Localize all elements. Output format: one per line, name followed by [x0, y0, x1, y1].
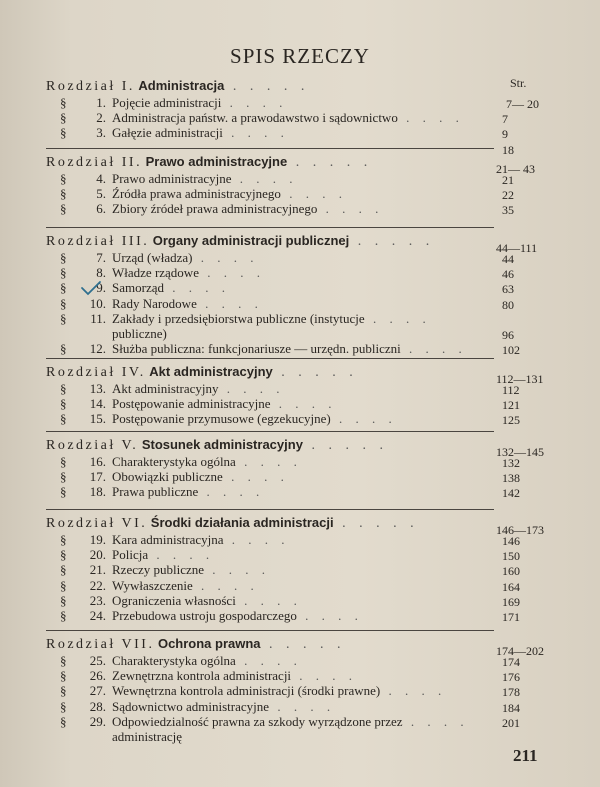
- entry-page: 44: [502, 252, 514, 266]
- chapter-title: Ochrona prawna: [157, 636, 261, 651]
- toc-entry: [60, 729, 182, 745]
- dot-leader: . . . .: [192, 250, 259, 265]
- dot-leader: . . . .: [400, 341, 467, 357]
- entry-page: 169: [502, 594, 520, 609]
- entry-page: 146: [502, 534, 520, 548]
- dot-leader: . . . .: [270, 396, 337, 412]
- entry-title: Charakterystyka ogólna: [112, 454, 236, 469]
- toc-entry: [60, 186, 347, 202]
- dot-leader: . . . .: [235, 454, 302, 469]
- entry-title: Samorząd: [112, 280, 164, 296]
- entry-number: 4.: [96, 171, 106, 186]
- toc-entry: [60, 469, 289, 485]
- toc-entry: [60, 171, 298, 187]
- section-sign: §: [60, 250, 67, 265]
- entry-title: Kara administracyjna: [112, 532, 224, 547]
- dot-leader: . . . . .: [333, 516, 419, 531]
- toc-entry: [60, 668, 357, 684]
- dot-leader: . . . .: [221, 95, 288, 110]
- entry-page: 160: [502, 564, 520, 579]
- entry-page: 184: [502, 700, 520, 715]
- toc-entry: [60, 532, 290, 548]
- entry-number: 21.: [89, 562, 106, 578]
- entry-title: Władze rządowe: [112, 265, 199, 281]
- chapter-title: Administracja: [138, 78, 225, 93]
- entry-number: 10.: [89, 295, 106, 311]
- toc-entry: [60, 699, 335, 715]
- section-sign: §: [60, 396, 67, 412]
- entry-page: 138: [502, 471, 520, 486]
- section-sign: §: [60, 341, 67, 357]
- toc-entry: [60, 265, 265, 281]
- toc-entry: [60, 201, 383, 217]
- dot-leader: . . . . .: [224, 79, 310, 94]
- section-sign: §: [60, 95, 67, 110]
- chapter-page-range: 112—131: [496, 372, 544, 386]
- toc-entry: [60, 125, 289, 141]
- checkmark-icon: [80, 280, 102, 296]
- section-sign: §: [60, 469, 67, 485]
- chapter-page-range: 132—145: [496, 445, 544, 459]
- entry-page: 121: [502, 398, 520, 413]
- chapter-label: Rozdział VII.: [46, 637, 155, 652]
- entry-title: Ograniczenia własności: [112, 592, 236, 608]
- dot-leader: . . . .: [223, 532, 290, 547]
- section-sign: §: [60, 411, 67, 427]
- section-sign: §: [60, 171, 67, 186]
- entry-title: Przebudowa ustroju gospodarczego: [112, 608, 297, 623]
- entry-page: 201: [502, 715, 520, 730]
- entry-page: 176: [502, 670, 520, 685]
- entry-number: 29.: [89, 713, 106, 729]
- entry-number: 25.: [89, 653, 106, 668]
- toc-entry: [60, 110, 464, 126]
- chapter-title: Środki działania administracji: [150, 515, 334, 530]
- entry-number: 11.: [90, 310, 106, 326]
- toc-entry: [60, 714, 469, 730]
- toc-entry: [60, 296, 263, 312]
- dot-leader: . . . .: [380, 683, 447, 699]
- chapter-heading: [46, 364, 358, 381]
- entry-number: 14.: [89, 396, 106, 412]
- dot-leader: . . . .: [235, 653, 302, 668]
- entry-page: 150: [502, 549, 520, 564]
- toc-entry: [60, 653, 302, 669]
- dot-leader: . . . .: [296, 608, 363, 623]
- entry-title: Rzeczy publiczne: [112, 562, 205, 578]
- dot-leader: . . . .: [317, 201, 384, 217]
- dot-leader: . . . .: [291, 668, 358, 684]
- section-sign: §: [60, 532, 67, 547]
- chapter-label: Rozdział IV.: [46, 365, 146, 380]
- chapter-divider: [46, 509, 494, 510]
- entry-title: Służba publiczna: funkcjonariusze — urzędn. publiczni: [112, 341, 401, 357]
- toc-entry: [60, 250, 258, 266]
- entry-page: 174: [502, 655, 520, 669]
- toc-entry: [60, 484, 264, 500]
- toc-entry: [60, 341, 467, 357]
- dot-leader: . . . .: [280, 186, 347, 202]
- section-sign: §: [60, 265, 67, 281]
- chapter-label: Rozdział II.: [46, 155, 143, 170]
- entry-page: 125: [502, 413, 520, 428]
- toc-entry: [60, 411, 397, 427]
- entry-page: 132: [502, 456, 520, 470]
- entry-page: 112: [502, 383, 520, 397]
- dot-leader: . . . . .: [349, 234, 435, 249]
- chapter-divider: [46, 227, 494, 228]
- entry-page: 9: [502, 127, 508, 142]
- toc-entry: [60, 95, 287, 111]
- section-sign: §: [60, 454, 67, 469]
- chapter-page-range: 146—173: [496, 523, 544, 537]
- entry-number: 9.: [96, 280, 106, 296]
- chapter-heading: [46, 154, 372, 171]
- entry-number: 15.: [89, 411, 106, 427]
- entry-title: Źródła prawa administracyjnego: [112, 186, 281, 202]
- dot-leader: . . . .: [196, 295, 263, 311]
- entry-title: Odpowiedzialność prawna za szkody wyrządzone przez: [112, 713, 403, 729]
- section-sign: §: [60, 125, 67, 141]
- section-sign: §: [60, 110, 67, 126]
- chapter-heading: [46, 233, 434, 250]
- chapter-divider: [46, 148, 494, 149]
- entry-title: Charakterystyka ogólna: [112, 653, 236, 668]
- dot-leader: . . . .: [397, 110, 464, 126]
- entry-page: 80: [502, 297, 514, 312]
- toc-entry: [60, 683, 446, 699]
- toc-entry: [60, 593, 302, 609]
- section-sign: §: [60, 280, 67, 296]
- entry-number: 23.: [89, 592, 106, 608]
- entry-title: Gałęzie administracji: [112, 125, 223, 141]
- entry-title: Prawo administracyjne: [112, 171, 232, 186]
- entry-page: 142: [502, 486, 520, 501]
- chapter-title: Akt administracyjny: [149, 364, 273, 379]
- entry-title: Urząd (władza): [112, 250, 193, 265]
- entry-page: 21: [502, 173, 514, 187]
- entry-number: 16.: [89, 454, 106, 469]
- dot-leader: . . . .: [218, 381, 285, 396]
- toc-entry: [60, 578, 259, 594]
- entry-title: Policja: [112, 547, 149, 563]
- entry-page: 7— 20: [506, 97, 539, 111]
- dot-leader: . . . . .: [287, 155, 373, 170]
- chapter-divider: [46, 630, 494, 631]
- toc-entry: [60, 326, 167, 342]
- chapter-heading: [46, 437, 388, 454]
- dot-leader: . . . .: [235, 592, 302, 608]
- entry-number: 3.: [96, 125, 106, 141]
- entry-title: Zbiory źródeł prawa administracyjnego: [112, 201, 318, 217]
- chapter-title: Stosunek administracyjny: [141, 437, 303, 452]
- entry-title: publiczne): [112, 326, 167, 341]
- entry-page: 171: [502, 610, 520, 624]
- entry-title: Wywłaszczenie: [112, 577, 193, 593]
- entry-number: 22.: [89, 577, 106, 593]
- section-sign: §: [60, 484, 67, 500]
- toc-entry: [60, 562, 270, 578]
- entry-page: 18: [502, 142, 514, 157]
- entry-title: Akt administracyjny: [112, 381, 219, 396]
- entry-number: 7.: [96, 250, 106, 265]
- entry-title: Zakłady i przedsiębiorstwa publiczne (instytucje: [112, 310, 365, 326]
- entry-page: 22: [502, 188, 514, 203]
- entry-title: Pojęcie administracji: [112, 95, 222, 110]
- page-title: SPIS RZECZY: [230, 44, 370, 68]
- entry-number: 13.: [89, 381, 106, 396]
- section-sign: §: [60, 653, 67, 668]
- entry-title: Wewnętrzna kontrola administracji (środki prawne): [112, 683, 381, 699]
- toc-entry: [60, 608, 363, 624]
- entry-number: 19.: [89, 532, 106, 547]
- chapter-divider: [46, 358, 494, 359]
- chapter-label: Rozdział V.: [46, 438, 139, 453]
- entry-title: Prawa publiczne: [112, 484, 199, 500]
- chapter-page-range: 174—202: [496, 644, 544, 658]
- section-sign: §: [60, 562, 67, 578]
- entry-page: 7: [502, 112, 508, 127]
- entry-title: Obowiązki publiczne: [112, 469, 223, 485]
- entry-title: Administracja państw. a prawodawstwo i sądownictwo: [112, 110, 398, 126]
- dot-leader: . . . . .: [260, 637, 346, 652]
- entry-number: 24.: [89, 608, 106, 623]
- dot-leader: . . . .: [222, 469, 289, 485]
- entry-number: 12.: [89, 341, 106, 357]
- dot-leader: . . . .: [198, 484, 265, 500]
- entry-number: 17.: [89, 469, 106, 485]
- dot-leader: . . . . .: [272, 365, 358, 380]
- section-sign: §: [60, 547, 67, 563]
- dot-leader: . . . .: [192, 577, 259, 593]
- chapter-title: Prawo administracyjne: [145, 154, 288, 169]
- entry-number: 18.: [89, 484, 106, 500]
- section-sign: §: [60, 577, 67, 593]
- chapter-heading: [46, 78, 309, 95]
- toc-entry: [60, 547, 214, 563]
- entry-number: 5.: [96, 186, 106, 202]
- entry-number: 8.: [96, 265, 106, 281]
- dot-leader: . . . .: [269, 698, 336, 714]
- entry-title: Rady Narodowe: [112, 295, 197, 311]
- entry-page: 35: [502, 203, 514, 218]
- page-column-header: Str.: [510, 76, 527, 90]
- entry-page: 102: [502, 343, 520, 358]
- dot-leader: . . . . .: [302, 438, 388, 453]
- entry-title: Zewnętrzna kontrola administracji: [112, 668, 292, 684]
- chapter-page-range: 21— 43: [496, 162, 535, 176]
- section-sign: §: [60, 201, 67, 217]
- section-sign: §: [60, 698, 67, 714]
- dot-leader: . . . .: [204, 562, 271, 578]
- page-number: 211: [513, 746, 538, 765]
- section-sign: §: [60, 310, 67, 326]
- toc-entry: [60, 381, 285, 397]
- entry-number: 28.: [89, 698, 106, 714]
- entry-page: 178: [502, 685, 520, 700]
- chapter-heading: [46, 636, 346, 653]
- section-sign: §: [60, 713, 67, 729]
- section-sign: §: [60, 381, 67, 396]
- dot-leader: . . . .: [231, 171, 298, 186]
- entry-page: 63: [502, 282, 514, 297]
- section-sign: §: [60, 186, 67, 202]
- entry-title: Sądownictwo administracyjne: [112, 698, 270, 714]
- dot-leader: . . . .: [148, 547, 215, 563]
- entry-number: 20.: [89, 547, 106, 563]
- entry-number: 2.: [96, 110, 106, 126]
- entry-number: 27.: [89, 683, 106, 699]
- entry-page: 96: [502, 328, 514, 342]
- dot-leader: . . . .: [198, 265, 265, 281]
- chapter-label: Rozdział I.: [46, 79, 135, 94]
- entry-title: Postępowanie przymusowe (egzekucyjne): [112, 411, 331, 427]
- toc-entry: [60, 396, 337, 412]
- chapter-label: Rozdział VI.: [46, 516, 148, 531]
- chapter-heading: [46, 515, 419, 532]
- section-sign: §: [60, 668, 67, 684]
- dot-leader: . . . .: [364, 310, 431, 326]
- entry-page: 164: [502, 579, 520, 594]
- chapter-label: Rozdział III.: [46, 234, 150, 249]
- section-sign: §: [60, 295, 67, 311]
- dot-leader: . . . .: [163, 280, 230, 296]
- toc-entry: [60, 311, 431, 327]
- entry-number: 26.: [89, 668, 106, 684]
- section-sign: §: [60, 608, 67, 623]
- section-sign: §: [60, 592, 67, 608]
- dot-leader: . . . .: [222, 125, 289, 141]
- dot-leader: . . . .: [330, 411, 397, 427]
- entry-title: administrację: [112, 729, 183, 744]
- toc-entry: [60, 454, 302, 470]
- entry-number: 1.: [96, 95, 106, 110]
- chapter-divider: [46, 431, 494, 432]
- chapter-page-range: 44—111: [496, 241, 538, 255]
- entry-page: 46: [502, 267, 514, 282]
- chapter-title: Organy administracji publicznej: [152, 233, 350, 248]
- entry-title: Postępowanie administracyjne: [112, 396, 271, 412]
- dot-leader: . . . .: [402, 713, 469, 729]
- entry-number: 6.: [96, 201, 106, 217]
- section-sign: §: [60, 683, 67, 699]
